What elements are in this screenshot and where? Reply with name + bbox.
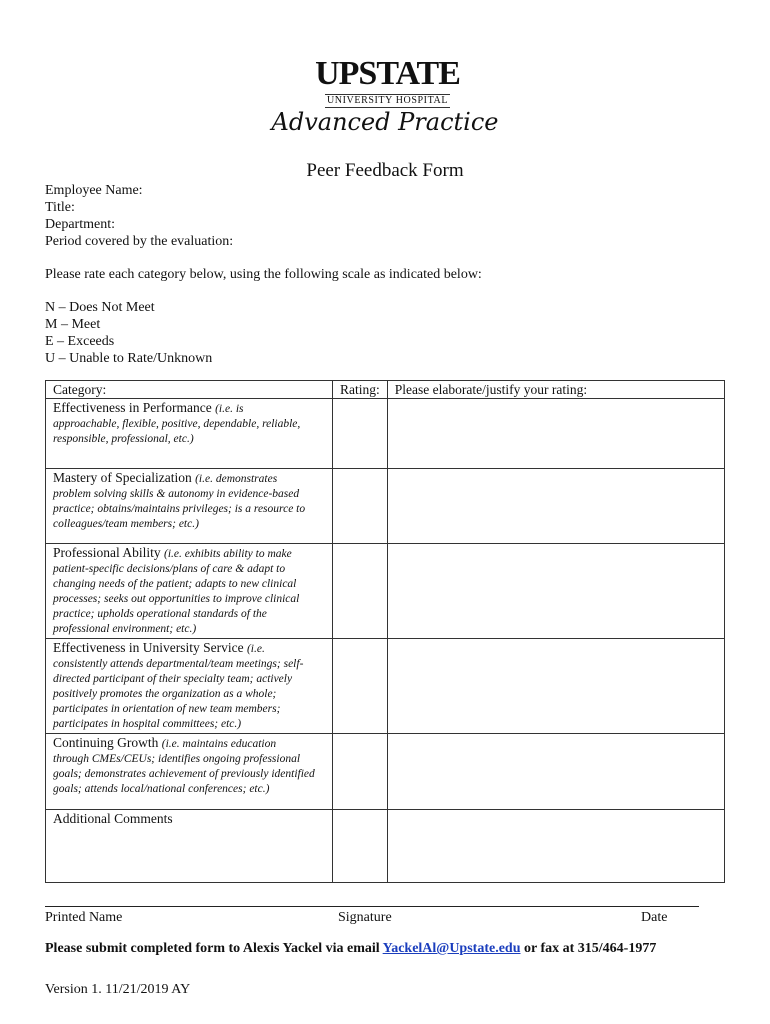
rating-scale xyxy=(45,299,212,367)
form-title: Peer Feedback Form xyxy=(306,160,464,181)
signature-label: Signature xyxy=(338,910,392,925)
category-cell xyxy=(46,544,333,639)
rating-instructions: Please rate each category below, using the following scale as indicated below: xyxy=(45,267,482,282)
scale-item: E – Exceeds xyxy=(45,334,115,349)
field-department[interactable]: Department: xyxy=(45,217,115,232)
date-label: Date xyxy=(641,910,668,925)
category-cell xyxy=(46,639,333,734)
category-hint: through CMEs/CEUs; identifies ongoing professional goals; demonstrates achievement of previously identified goals; attends local/national conferences; etc.) xyxy=(53,753,315,795)
employee-fields xyxy=(45,182,233,250)
scale-item: N – Does Not Meet xyxy=(45,300,155,315)
form-subtitle: Advanced Practice xyxy=(271,108,499,136)
category-title: Effectiveness in University Service xyxy=(53,640,244,655)
submit-prefix: Please submit completed form to Alexis Yackel via email xyxy=(45,941,383,956)
rating-cell[interactable] xyxy=(333,639,388,734)
version-label: Version 1. 11/21/2019 AY xyxy=(45,982,191,997)
table-header-row xyxy=(46,381,725,399)
table-row xyxy=(46,639,725,734)
elaborate-cell[interactable] xyxy=(387,544,724,639)
category-hint-inline: (i.e. is xyxy=(215,403,244,415)
category-cell xyxy=(46,399,333,469)
rating-table xyxy=(45,380,725,883)
elaborate-cell[interactable] xyxy=(387,469,724,544)
category-hint-inline: (i.e. xyxy=(246,643,265,655)
table-row xyxy=(46,399,725,469)
field-employee-name[interactable]: Employee Name: xyxy=(45,183,143,198)
upstate-logo xyxy=(315,55,460,108)
signature-line[interactable] xyxy=(45,906,699,907)
table-row xyxy=(46,544,725,639)
table-row xyxy=(46,734,725,810)
category-cell xyxy=(46,469,333,544)
category-hint: problem solving skills & autonomy in evidence-based practice; obtains/maintains privileges; is a resource to colleagues/team members; etc.) xyxy=(53,488,306,530)
elaborate-cell[interactable] xyxy=(387,639,724,734)
field-title[interactable]: Title: xyxy=(45,200,75,215)
header-rating: Rating: xyxy=(333,381,388,399)
rating-cell[interactable] xyxy=(333,734,388,810)
category-hint-inline: (i.e. maintains education xyxy=(161,738,277,750)
table-row xyxy=(46,469,725,544)
logo-wordmark: UPSTATE xyxy=(315,55,460,92)
field-period[interactable]: Period covered by the evaluation: xyxy=(45,234,234,249)
elaborate-cell[interactable] xyxy=(387,734,724,810)
category-hint: consistently attends departmental/team meetings; self-directed participant of their specialty team; actively positively promotes the organization as a whole; participates in orientation of new team members; participates in hospital committees; etc.) xyxy=(53,658,304,730)
category-title: Professional Ability xyxy=(53,545,161,560)
elaborate-cell[interactable] xyxy=(387,399,724,469)
email-link[interactable]: YackelAl@Upstate.edu xyxy=(382,941,521,956)
elaborate-cell[interactable] xyxy=(387,810,724,883)
category-title: Continuing Growth xyxy=(53,735,159,750)
category-hint-inline: (i.e. exhibits ability to make xyxy=(164,548,292,560)
scale-item: M – Meet xyxy=(45,317,101,332)
category-hint: approachable, flexible, positive, dependable, reliable, responsible, professional, etc.) xyxy=(53,418,301,445)
logo-subtext: UNIVERSITY HOSPITAL xyxy=(326,95,449,106)
printed-name-label: Printed Name xyxy=(45,910,123,925)
category-hint-inline: (i.e. demonstrates xyxy=(195,473,278,485)
category-title: Additional Comments xyxy=(53,811,173,826)
rating-cell[interactable] xyxy=(333,469,388,544)
rating-cell[interactable] xyxy=(333,399,388,469)
scale-item: U – Unable to Rate/Unknown xyxy=(45,351,213,366)
category-hint: patient-specific decisions/plans of care & adapt to changing needs of the patient; adapts to new clinical processes; seeks out opportunities to improve clinical practice; upholds operational standards of the professional environment; etc.) xyxy=(53,563,300,635)
header-category: Category: xyxy=(46,381,333,399)
header-elaborate: Please elaborate/justify your rating: xyxy=(387,381,724,399)
category-cell xyxy=(46,734,333,810)
rating-cell[interactable] xyxy=(333,810,388,883)
category-title: Mastery of Specialization xyxy=(53,470,192,485)
submit-suffix: or fax at 315/464-1977 xyxy=(520,941,657,956)
category-title: Effectiveness in Performance xyxy=(53,400,212,415)
submit-instructions xyxy=(45,941,656,957)
rating-cell[interactable] xyxy=(333,544,388,639)
table-row xyxy=(46,810,725,883)
category-cell xyxy=(46,810,333,883)
